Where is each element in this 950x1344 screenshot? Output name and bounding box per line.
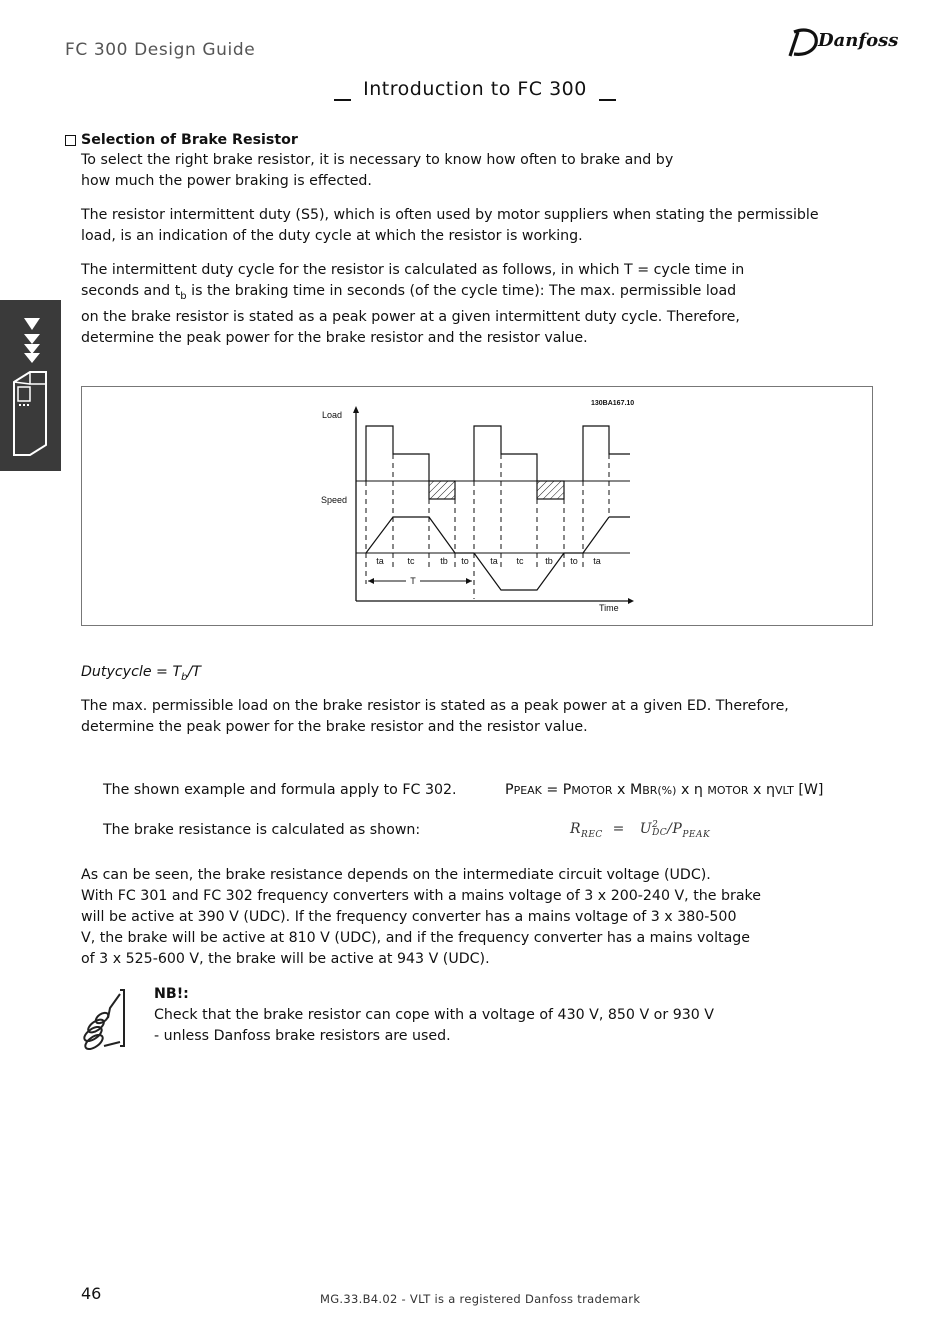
segment-label: ta [376,556,384,566]
pointing-hand-icon [80,988,126,1054]
dutycycle-formula [81,662,201,688]
rrec-dc-sup: 2 [652,820,659,830]
p3-line1: The intermittent duty cycle for the resistor is calculated as follows, in which T = cycle time in [81,262,745,278]
paragraph-5 [81,865,761,970]
ppeak-x-eta: x η [676,782,708,798]
segment-label: to [570,556,578,566]
p3-line2-a: seconds and t [81,283,181,299]
footer-text: MG.33.B4.02 - VLT is a registered Danfoss trademark [320,1292,641,1306]
segment-label: tc [516,556,524,566]
ppeak-br-sub: BR(%) [642,784,677,797]
page-number: 46 [81,1284,102,1303]
title-dash-right [599,99,616,101]
paragraph-2 [81,205,819,247]
rrec-peak-sub: PEAK [682,829,711,840]
danfoss-logo [788,20,899,64]
dutycycle-eq: = T [151,664,182,680]
section-title [0,78,950,101]
ppeak-motor-sub: MOTOR [571,784,613,797]
ppeak-eq-p: = P [541,782,572,798]
time-axis-label: Time [599,603,619,613]
figure-code: 130BA167.10 [591,400,635,407]
ppeak-peak-sub: PEAK [513,784,542,797]
p4-line1: The max. permissible load on the brake resistor is stated as a peak power at a given ED. Therefore, [81,698,789,714]
rrec-formula [570,821,710,840]
ppeak-formula [505,780,823,801]
paragraph-3 [81,260,744,349]
p1-line2: how much the power braking is effected. [81,173,372,189]
nb-line2: - unless Danfoss brake resistors are used. [154,1028,451,1044]
segment-label: ta [490,556,498,566]
p5-line2: With FC 301 and FC 302 frequency converters with a mains voltage of 3 x 200-240 V, the brake [81,888,761,904]
p5-line4: V, the brake will be active at 810 V (UDC), and if the frequency converter has a mains voltage [81,930,751,946]
p5-line1: As can be seen, the brake resistance depends on the intermediate circuit voltage (UDC). [81,867,711,883]
p5-line3: will be active at 390 V (UDC). If the frequency converter has a mains voltage of 3 x 380-500 [81,909,737,925]
dutycycle-sub: b [181,671,188,683]
p3-line3: on the brake resistor is stated as a peak power at a given intermittent duty cycle. Therefore, [81,308,740,325]
p3-line2-b: is the braking time in seconds (of the cycle time): The max. permissible load [186,283,737,299]
p4-line2: determine the peak power for the brake resistor and the resistor value. [81,719,588,735]
segment-label: ta [593,556,601,566]
paragraph-4 [81,696,789,738]
paragraph-1 [81,150,673,192]
dutycycle-lhs: Dutycycle [81,664,152,680]
rrec-eq-u: = U [602,821,653,837]
p2-line2: load, is an indication of the duty cycle at which the resistor is working. [81,228,583,244]
ppeak-unit: [W] [793,782,824,798]
rrec-r: R [570,821,582,837]
ppeak-motor-sub2: MOTOR [707,784,749,797]
chapter-side-tab [0,300,61,471]
segment-label: tc [407,556,415,566]
heading-selection-brake-resistor: Selection of Brake Resistor [81,132,298,148]
segment-label: tb [545,556,553,566]
speed-axis-label: Speed [321,495,348,505]
p3-line4: determine the peak power for the brake resistor and the resistor value. [81,329,588,346]
ppeak-x-eta2: x η [748,782,775,798]
rrec-rec-sub: REC [581,829,603,840]
ppeak-vlt-sub: VLT [774,784,794,797]
rrec-dc-sub: DC [652,828,668,838]
p5-line5: of 3 x 525-600 V, the brake will be active at 943 V (UDC). [81,951,490,967]
segment-label: to [461,556,469,566]
segment-label: tb [440,556,448,566]
nb-label: NB!: [154,986,189,1002]
title-dash-left [334,99,351,101]
rrec-slash-p: /P [667,821,683,837]
p3-line2 [81,281,744,307]
bullet-box [65,135,76,146]
dutycycle-rhs: /T [187,664,201,680]
svg-text:Danfoss: Danfoss [818,30,899,51]
nb-line1: Check that the brake resistor can cope with a voltage of 430 V, 850 V or 930 V [154,1007,714,1023]
resistance-note: The brake resistance is calculated as shown: [103,822,421,838]
document-title: FC 300 Design Guide [65,40,256,60]
p2-line1: The resistor intermittent duty (S5), which is often used by motor suppliers when stating the permissible [81,207,819,223]
period-label: T [410,576,416,586]
nb-note [154,984,714,1047]
ppeak-p: P [505,782,514,798]
p3-line2-sub: b [180,290,187,302]
duty-cycle-diagram [81,386,873,626]
ppeak-x-m: x M [612,782,643,798]
example-note: The shown example and formula apply to FC 302. [103,782,457,798]
p1-line1: To select the right brake resistor, it is necessary to know how often to brake and by [81,152,674,168]
section-title-text: Introduction to FC 300 [363,78,587,100]
load-axis-label: Load [322,410,343,420]
